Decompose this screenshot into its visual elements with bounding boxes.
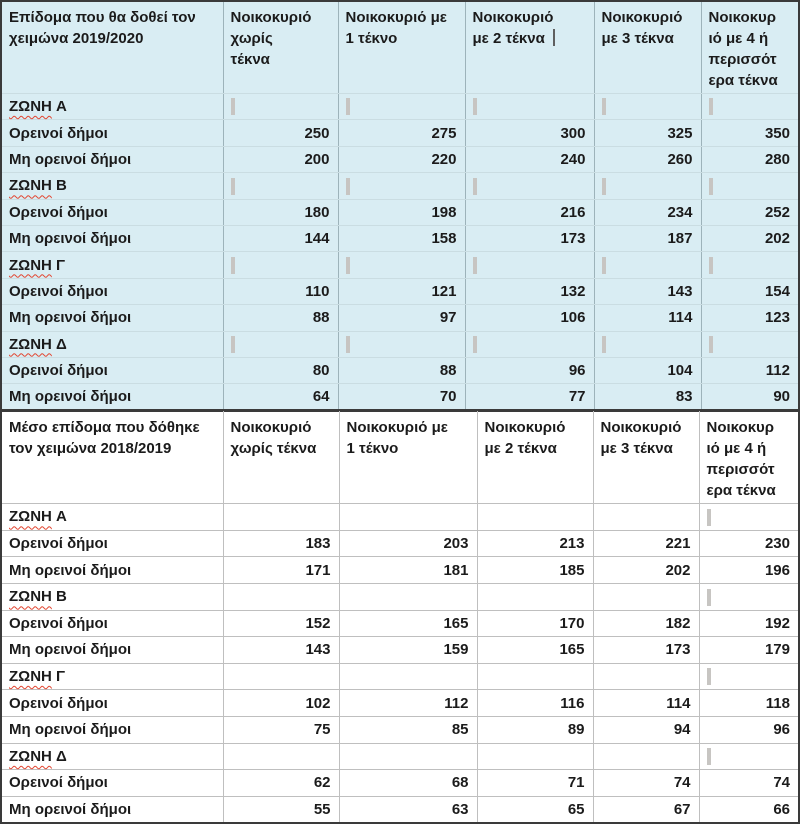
row-label-cell[interactable] bbox=[1, 357, 223, 383]
value-cell[interactable]: 74 bbox=[593, 770, 699, 797]
value-cell[interactable] bbox=[477, 504, 593, 531]
misspelled-word: ΖΩΝΗ bbox=[9, 668, 52, 686]
value-cell[interactable]: 173 bbox=[465, 225, 594, 251]
value-cell[interactable] bbox=[594, 173, 701, 199]
row-label: Μη ορεινοί δήμοι bbox=[9, 388, 132, 406]
value-cell[interactable]: 74 bbox=[699, 770, 799, 797]
value-cell[interactable] bbox=[594, 331, 701, 357]
row-label: Μη ορεινοί δήμοι bbox=[9, 721, 132, 739]
value-cell[interactable] bbox=[223, 663, 339, 690]
data-row bbox=[1, 384, 799, 410]
value-cell[interactable]: 83 bbox=[594, 384, 701, 410]
value-cell[interactable]: 112 bbox=[701, 357, 799, 383]
row-label-cell[interactable] bbox=[1, 610, 223, 637]
column-header-2-children[interactable]: Νοικοκυριό με 2 τέκνα bbox=[477, 412, 593, 504]
cell-selection-marker bbox=[602, 336, 606, 353]
zone-letter: Δ bbox=[51, 747, 67, 765]
value-cell[interactable]: 64 bbox=[223, 384, 338, 410]
data-row bbox=[1, 305, 799, 331]
data-row bbox=[1, 199, 799, 225]
value-cell[interactable] bbox=[699, 663, 799, 690]
data-row bbox=[1, 770, 799, 797]
value-cell[interactable] bbox=[701, 331, 799, 357]
misspelled-word: ΖΩΝΗ bbox=[9, 747, 52, 765]
value-cell[interactable] bbox=[338, 331, 465, 357]
value-cell[interactable]: 94 bbox=[593, 716, 699, 743]
column-header-1-child[interactable]: Νοικοκυριό με 1 τέκνο bbox=[339, 412, 477, 504]
row-label-cell[interactable] bbox=[1, 557, 223, 584]
cell-selection-marker bbox=[473, 178, 477, 195]
value-cell[interactable] bbox=[339, 663, 477, 690]
value-cell[interactable]: 252 bbox=[701, 199, 799, 225]
row-label-cell[interactable] bbox=[1, 530, 223, 557]
value-cell[interactable]: 173 bbox=[593, 637, 699, 664]
row-label-cell[interactable] bbox=[1, 504, 223, 531]
table-title-cell[interactable] bbox=[1, 412, 223, 504]
allowance-table-2019-2020 bbox=[0, 0, 800, 411]
row-label-cell[interactable] bbox=[1, 305, 223, 331]
row-label-cell[interactable] bbox=[1, 173, 223, 199]
misspelled-word: ΖΩΝΗ bbox=[9, 177, 52, 195]
value-cell[interactable]: 325 bbox=[594, 120, 701, 146]
row-label: Ορεινοί δήμοι bbox=[9, 282, 108, 300]
value-cell[interactable]: 350 bbox=[701, 120, 799, 146]
cell-selection-marker bbox=[346, 178, 350, 195]
zone-letter: Α bbox=[51, 508, 67, 526]
row-label: Ορεινοί δήμοι bbox=[9, 362, 108, 380]
value-cell[interactable]: 275 bbox=[338, 120, 465, 146]
data-row bbox=[1, 225, 799, 251]
data-row bbox=[1, 530, 799, 557]
value-cell[interactable]: 90 bbox=[701, 384, 799, 410]
table-body-2019-2020 bbox=[1, 94, 799, 411]
data-row bbox=[1, 610, 799, 637]
table-body-2018-2019 bbox=[1, 504, 799, 823]
value-cell[interactable]: 121 bbox=[338, 278, 465, 304]
data-row bbox=[1, 357, 799, 383]
value-cell[interactable]: 96 bbox=[699, 716, 799, 743]
value-cell[interactable]: 116 bbox=[477, 690, 593, 717]
cell-selection-marker bbox=[346, 257, 350, 274]
value-cell[interactable]: 180 bbox=[223, 199, 338, 225]
zone-row bbox=[1, 331, 799, 357]
value-cell[interactable]: 181 bbox=[339, 557, 477, 584]
value-cell[interactable]: 300 bbox=[465, 120, 594, 146]
value-cell[interactable]: 216 bbox=[465, 199, 594, 225]
value-cell[interactable] bbox=[338, 252, 465, 278]
value-cell[interactable]: 123 bbox=[701, 305, 799, 331]
value-cell[interactable]: 114 bbox=[593, 690, 699, 717]
value-cell[interactable]: 77 bbox=[465, 384, 594, 410]
value-cell[interactable]: 240 bbox=[465, 146, 594, 172]
value-cell[interactable]: 198 bbox=[338, 199, 465, 225]
value-cell[interactable]: 171 bbox=[223, 557, 339, 584]
row-label-cell[interactable] bbox=[1, 94, 223, 120]
cell-selection-marker bbox=[473, 98, 477, 115]
value-cell[interactable] bbox=[477, 743, 593, 770]
value-cell[interactable]: 66 bbox=[699, 796, 799, 823]
value-cell[interactable]: 110 bbox=[223, 278, 338, 304]
value-cell[interactable]: 65 bbox=[477, 796, 593, 823]
data-row bbox=[1, 557, 799, 584]
row-label-cell[interactable] bbox=[1, 583, 223, 610]
value-cell[interactable]: 152 bbox=[223, 610, 339, 637]
cell-selection-marker bbox=[709, 257, 713, 274]
header-row bbox=[1, 412, 799, 504]
misspelled-word: ΖΩΝΗ bbox=[9, 98, 52, 116]
value-cell[interactable]: 143 bbox=[594, 278, 701, 304]
value-cell[interactable]: 88 bbox=[223, 305, 338, 331]
cell-selection-marker bbox=[709, 178, 713, 195]
row-label: Ορεινοί δήμοι bbox=[9, 694, 108, 712]
row-label-cell[interactable] bbox=[1, 252, 223, 278]
cell-selection-marker bbox=[346, 336, 350, 353]
zone-letter: Γ bbox=[51, 668, 66, 686]
zone-row bbox=[1, 583, 799, 610]
header-row bbox=[1, 1, 799, 94]
value-cell[interactable]: 89 bbox=[477, 716, 593, 743]
value-cell[interactable] bbox=[223, 743, 339, 770]
value-cell[interactable]: 192 bbox=[699, 610, 799, 637]
value-cell[interactable] bbox=[594, 252, 701, 278]
zone-letter: Α bbox=[51, 98, 67, 116]
value-cell[interactable]: 185 bbox=[477, 557, 593, 584]
misspelled-word: ΖΩΝΗ bbox=[9, 588, 52, 606]
data-row bbox=[1, 690, 799, 717]
table-title: Μέσο επίδομα που δόθηκε τον χειμώνα 2018/2019 bbox=[9, 419, 200, 458]
zone-row bbox=[1, 252, 799, 278]
value-cell[interactable]: 158 bbox=[338, 225, 465, 251]
value-cell[interactable]: 118 bbox=[699, 690, 799, 717]
text-cursor bbox=[553, 29, 555, 46]
row-label: Ορεινοί δήμοι bbox=[9, 203, 108, 221]
value-cell[interactable] bbox=[223, 331, 338, 357]
zone-row bbox=[1, 94, 799, 120]
column-header-no-children[interactable]: Νοικοκυριό χωρίς τέκνα bbox=[223, 1, 338, 94]
misspelled-word: ΖΩΝΗ bbox=[9, 508, 52, 526]
column-header-4plus-children[interactable]: Νοικοκυριό με 4 ή περισσότερα τέκνα bbox=[701, 1, 799, 94]
value-cell[interactable] bbox=[465, 331, 594, 357]
cell-selection-marker bbox=[707, 509, 711, 526]
value-cell[interactable]: 159 bbox=[339, 637, 477, 664]
value-cell[interactable]: 165 bbox=[477, 637, 593, 664]
allowance-table-2018-2019 bbox=[0, 411, 800, 824]
row-label-cell[interactable] bbox=[1, 716, 223, 743]
cell-selection-marker bbox=[473, 257, 477, 274]
value-cell[interactable] bbox=[339, 583, 477, 610]
cell-selection-marker bbox=[709, 336, 713, 353]
row-label-cell[interactable] bbox=[1, 278, 223, 304]
row-label: Ορεινοί δήμοι bbox=[9, 614, 108, 632]
cell-selection-marker bbox=[602, 98, 606, 115]
value-cell[interactable]: 104 bbox=[594, 357, 701, 383]
zone-row bbox=[1, 743, 799, 770]
value-cell[interactable]: 75 bbox=[223, 716, 339, 743]
value-cell[interactable]: 221 bbox=[593, 530, 699, 557]
zone-letter: Γ bbox=[51, 256, 66, 274]
value-cell[interactable] bbox=[339, 504, 477, 531]
data-row bbox=[1, 796, 799, 823]
row-label: Μη ορεινοί δήμοι bbox=[9, 561, 132, 579]
zone-row bbox=[1, 504, 799, 531]
cell-selection-marker bbox=[707, 748, 711, 765]
cell-selection-marker bbox=[602, 178, 606, 195]
value-cell[interactable] bbox=[701, 173, 799, 199]
row-label: Ορεινοί δήμοι bbox=[9, 535, 108, 553]
cell-selection-marker bbox=[346, 98, 350, 115]
column-header-2-children[interactable]: Νοικοκυριό με 2 τέκνα bbox=[465, 1, 594, 94]
value-cell[interactable] bbox=[699, 743, 799, 770]
value-cell[interactable] bbox=[338, 173, 465, 199]
value-cell[interactable]: 280 bbox=[701, 146, 799, 172]
row-label-cell[interactable] bbox=[1, 770, 223, 797]
value-cell[interactable] bbox=[223, 252, 338, 278]
value-cell[interactable]: 132 bbox=[465, 278, 594, 304]
value-cell[interactable]: 196 bbox=[699, 557, 799, 584]
value-cell[interactable]: 67 bbox=[593, 796, 699, 823]
value-cell[interactable] bbox=[339, 743, 477, 770]
value-cell[interactable]: 88 bbox=[338, 357, 465, 383]
value-cell[interactable] bbox=[223, 504, 339, 531]
value-cell[interactable]: 62 bbox=[223, 770, 339, 797]
row-label: Μη ορεινοί δήμοι bbox=[9, 800, 132, 818]
value-cell[interactable]: 187 bbox=[594, 225, 701, 251]
value-cell[interactable]: 182 bbox=[593, 610, 699, 637]
value-cell[interactable]: 234 bbox=[594, 199, 701, 225]
value-cell[interactable] bbox=[593, 504, 699, 531]
value-cell[interactable]: 202 bbox=[701, 225, 799, 251]
cell-selection-marker bbox=[231, 336, 235, 353]
row-label-cell[interactable] bbox=[1, 199, 223, 225]
column-header-no-children[interactable]: Νοικοκυριό χωρίς τέκνα bbox=[223, 412, 339, 504]
value-cell[interactable]: 63 bbox=[339, 796, 477, 823]
table-title-cell[interactable] bbox=[1, 1, 223, 94]
row-label: Μη ορεινοί δήμοι bbox=[9, 150, 132, 168]
row-label-cell[interactable] bbox=[1, 384, 223, 410]
row-label-cell[interactable] bbox=[1, 663, 223, 690]
value-cell[interactable]: 55 bbox=[223, 796, 339, 823]
value-cell[interactable]: 106 bbox=[465, 305, 594, 331]
value-cell[interactable] bbox=[701, 94, 799, 120]
value-cell[interactable]: 250 bbox=[223, 120, 338, 146]
value-cell[interactable] bbox=[223, 94, 338, 120]
zone-letter: Β bbox=[51, 177, 67, 195]
cell-selection-marker bbox=[473, 336, 477, 353]
row-label-cell[interactable] bbox=[1, 796, 223, 823]
row-label-cell[interactable] bbox=[1, 637, 223, 664]
row-label-cell[interactable] bbox=[1, 120, 223, 146]
row-label: Μη ορεινοί δήμοι bbox=[9, 230, 132, 248]
value-cell[interactable] bbox=[338, 94, 465, 120]
column-header-3-children[interactable]: Νοικοκυριό με 3 τέκνα bbox=[594, 1, 701, 94]
value-cell[interactable]: 71 bbox=[477, 770, 593, 797]
value-cell[interactable] bbox=[701, 252, 799, 278]
value-cell[interactable] bbox=[477, 663, 593, 690]
misspelled-word: ΖΩΝΗ bbox=[9, 256, 52, 274]
value-cell[interactable]: 85 bbox=[339, 716, 477, 743]
value-cell[interactable]: 165 bbox=[339, 610, 477, 637]
value-cell[interactable]: 96 bbox=[465, 357, 594, 383]
row-label: Μη ορεινοί δήμοι bbox=[9, 309, 132, 327]
value-cell[interactable]: 97 bbox=[338, 305, 465, 331]
cell-selection-marker bbox=[231, 98, 235, 115]
value-cell[interactable] bbox=[223, 583, 339, 610]
data-row bbox=[1, 278, 799, 304]
misspelled-word: ΖΩΝΗ bbox=[9, 335, 52, 353]
cell-selection-marker bbox=[707, 668, 711, 685]
value-cell[interactable]: 179 bbox=[699, 637, 799, 664]
row-label: Ορεινοί δήμοι bbox=[9, 124, 108, 142]
row-label-cell[interactable] bbox=[1, 146, 223, 172]
value-cell[interactable]: 102 bbox=[223, 690, 339, 717]
cell-selection-marker bbox=[231, 178, 235, 195]
column-header-3-children[interactable]: Νοικοκυριό με 3 τέκνα bbox=[593, 412, 699, 504]
value-cell[interactable] bbox=[477, 583, 593, 610]
value-cell[interactable] bbox=[223, 173, 338, 199]
zone-row bbox=[1, 663, 799, 690]
cell-selection-marker bbox=[707, 589, 711, 606]
value-cell[interactable]: 170 bbox=[477, 610, 593, 637]
value-cell[interactable] bbox=[594, 94, 701, 120]
cell-selection-marker bbox=[709, 98, 713, 115]
row-label-cell[interactable] bbox=[1, 743, 223, 770]
data-row bbox=[1, 146, 799, 172]
data-row bbox=[1, 716, 799, 743]
zone-letter: Δ bbox=[51, 335, 67, 353]
value-cell[interactable] bbox=[465, 94, 594, 120]
cell-selection-marker bbox=[231, 257, 235, 274]
value-cell[interactable]: 80 bbox=[223, 357, 338, 383]
value-cell[interactable]: 70 bbox=[338, 384, 465, 410]
value-cell[interactable] bbox=[699, 583, 799, 610]
value-cell[interactable]: 220 bbox=[338, 146, 465, 172]
value-cell[interactable]: 260 bbox=[594, 146, 701, 172]
value-cell[interactable] bbox=[465, 252, 594, 278]
value-cell[interactable]: 114 bbox=[594, 305, 701, 331]
value-cell[interactable] bbox=[699, 504, 799, 531]
value-cell[interactable]: 154 bbox=[701, 278, 799, 304]
row-label: Ορεινοί δήμοι bbox=[9, 774, 108, 792]
row-label: Μη ορεινοί δήμοι bbox=[9, 641, 132, 659]
value-cell[interactable]: 68 bbox=[339, 770, 477, 797]
value-cell[interactable]: 144 bbox=[223, 225, 338, 251]
zone-letter: Β bbox=[51, 588, 67, 606]
data-row bbox=[1, 637, 799, 664]
data-row bbox=[1, 120, 799, 146]
value-cell[interactable] bbox=[593, 663, 699, 690]
value-cell[interactable]: 200 bbox=[223, 146, 338, 172]
value-cell[interactable] bbox=[593, 583, 699, 610]
column-header-1-child[interactable]: Νοικοκυριό με 1 τέκνο bbox=[338, 1, 465, 94]
value-cell[interactable]: 230 bbox=[699, 530, 799, 557]
table-title: Επίδομα που θα δοθεί τον χειμώνα 2019/2020 bbox=[9, 9, 196, 47]
value-cell[interactable] bbox=[465, 173, 594, 199]
value-cell[interactable]: 143 bbox=[223, 637, 339, 664]
value-cell[interactable]: 213 bbox=[477, 530, 593, 557]
row-label-cell[interactable] bbox=[1, 690, 223, 717]
value-cell[interactable]: 202 bbox=[593, 557, 699, 584]
row-label-cell[interactable] bbox=[1, 225, 223, 251]
value-cell[interactable] bbox=[593, 743, 699, 770]
value-cell[interactable]: 183 bbox=[223, 530, 339, 557]
value-cell[interactable]: 203 bbox=[339, 530, 477, 557]
column-header-4plus-children[interactable]: Νοικοκυριό με 4 ή περισσότερα τέκνα bbox=[699, 412, 799, 504]
cell-selection-marker bbox=[602, 257, 606, 274]
row-label-cell[interactable] bbox=[1, 331, 223, 357]
zone-row bbox=[1, 173, 799, 199]
value-cell[interactable]: 112 bbox=[339, 690, 477, 717]
